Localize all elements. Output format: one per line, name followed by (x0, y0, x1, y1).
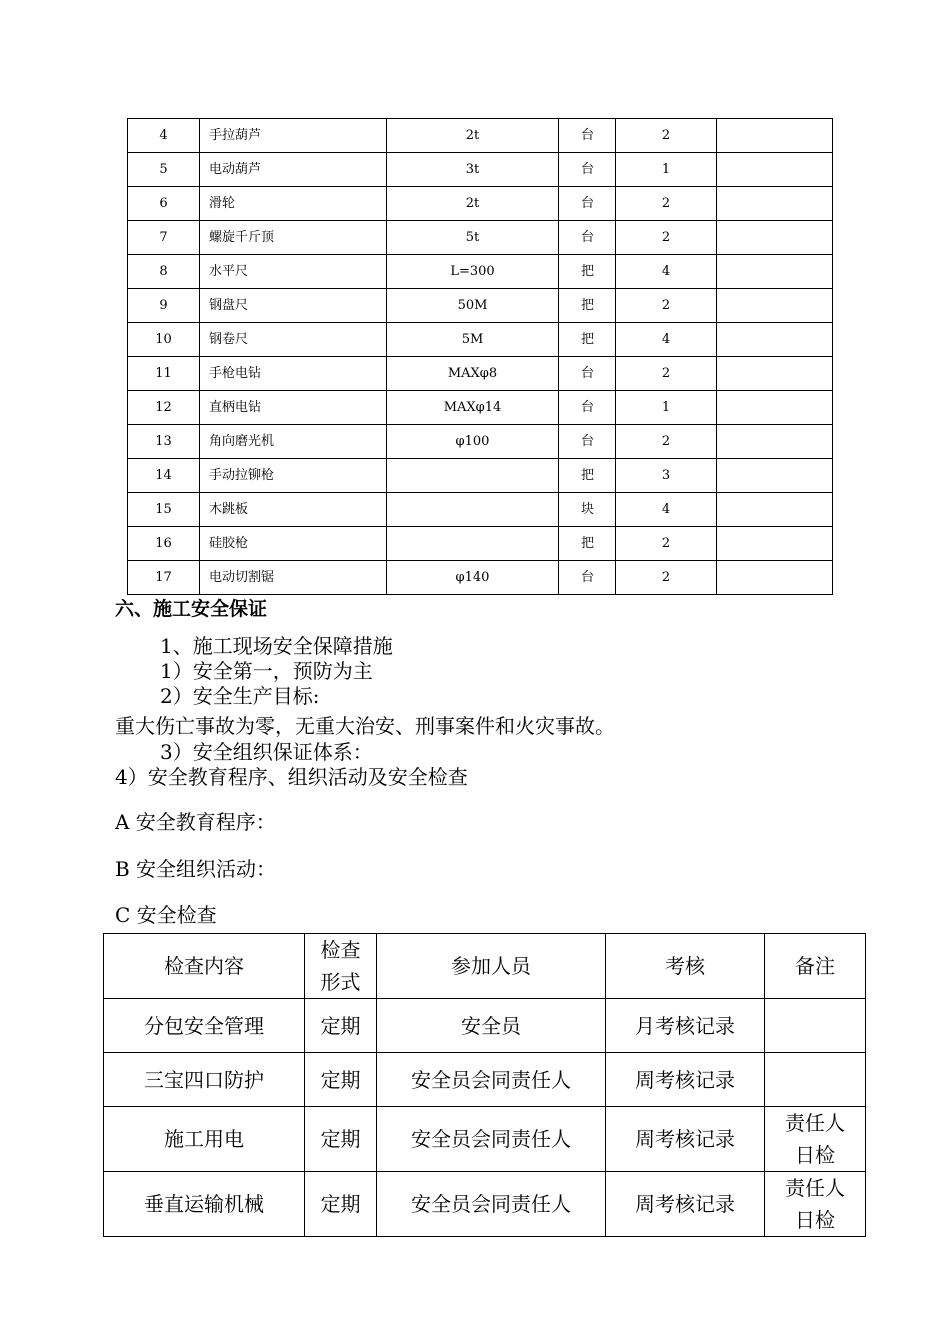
row-form: 定期 (305, 999, 377, 1053)
row-name: 电动葫芦 (200, 153, 387, 187)
row-spec: MAXφ14 (387, 391, 559, 425)
row-qty: 4 (616, 493, 717, 527)
inspection-row (104, 1172, 866, 1237)
row-spec: 5t (387, 221, 559, 255)
paragraph-goal-detail: 重大伤亡事故为零，无重大治安、刑事案件和火灾事故。 (115, 714, 615, 738)
row-unit: 台 (559, 561, 616, 595)
row-spec (387, 493, 559, 527)
paragraph-safety-goal: 2）安全生产目标: (160, 684, 320, 708)
row-note-line1: 责任人 (785, 1111, 845, 1135)
inspection-table (103, 933, 866, 1237)
equipment-row (128, 425, 833, 459)
paragraph-organization: 3）安全组织保证体系： (160, 740, 373, 764)
row-qty: 2 (616, 119, 717, 153)
row-spec: φ140 (387, 561, 559, 595)
equipment-row (128, 221, 833, 255)
row-qty: 2 (616, 425, 717, 459)
row-qty: 2 (616, 527, 717, 561)
inspection-header-row (104, 934, 866, 999)
row-note (717, 561, 833, 595)
paragraph-organization-activity: B 安全组织活动： (115, 857, 277, 881)
row-content: 分包安全管理 (104, 999, 305, 1053)
row-content: 三宝四口防护 (104, 1053, 305, 1107)
row-number: 13 (128, 425, 200, 459)
equipment-row (128, 527, 833, 561)
row-spec: 3t (387, 153, 559, 187)
row-note (765, 1107, 866, 1172)
row-name: 硅胶枪 (200, 527, 387, 561)
row-qty: 3 (616, 459, 717, 493)
row-spec: MAXφ8 (387, 357, 559, 391)
row-name: 手动拉铆枪 (200, 459, 387, 493)
row-qty: 4 (616, 323, 717, 357)
row-spec (387, 459, 559, 493)
header-note: 备注 (765, 934, 866, 999)
row-number: 9 (128, 289, 200, 323)
row-number: 14 (128, 459, 200, 493)
equipment-row (128, 391, 833, 425)
row-unit: 台 (559, 391, 616, 425)
row-qty: 2 (616, 289, 717, 323)
row-unit: 台 (559, 425, 616, 459)
row-note (717, 323, 833, 357)
row-note (765, 999, 866, 1053)
row-number: 8 (128, 255, 200, 289)
row-note (765, 1053, 866, 1107)
row-number: 16 (128, 527, 200, 561)
row-qty: 1 (616, 391, 717, 425)
equipment-row (128, 289, 833, 323)
paragraph-education-program: A 安全教育程序： (115, 810, 276, 834)
row-unit: 台 (559, 187, 616, 221)
row-spec: 5M (387, 323, 559, 357)
row-name: 钢卷尺 (200, 323, 387, 357)
row-people: 安全员会同责任人 (377, 1053, 606, 1107)
row-name: 滑轮 (200, 187, 387, 221)
row-name: 角向磨光机 (200, 425, 387, 459)
row-number: 10 (128, 323, 200, 357)
row-note (717, 119, 833, 153)
row-note-line2: 日检 (795, 1143, 835, 1167)
row-assess: 周考核记录 (606, 1172, 765, 1237)
equipment-row (128, 119, 833, 153)
row-form: 定期 (305, 1172, 377, 1237)
paragraph-measures: 1、施工现场安全保障措施 (160, 634, 393, 658)
paragraph-safety-inspection: C 安全检查 (115, 903, 217, 927)
equipment-row (128, 561, 833, 595)
header-content: 检查内容 (104, 934, 305, 999)
row-name: 电动切割锯 (200, 561, 387, 595)
row-name: 钢盘尺 (200, 289, 387, 323)
row-number: 11 (128, 357, 200, 391)
header-form (305, 934, 377, 999)
section-heading: 六、施工安全保证 (115, 598, 268, 620)
row-note (717, 255, 833, 289)
row-note (717, 527, 833, 561)
row-form: 定期 (305, 1107, 377, 1172)
header-assess: 考核 (606, 934, 765, 999)
row-number: 4 (128, 119, 200, 153)
row-spec (387, 527, 559, 561)
equipment-table (127, 118, 833, 595)
paragraph-education-inspection: 4）安全教育程序、组织活动及安全检查 (115, 765, 468, 789)
equipment-row (128, 459, 833, 493)
header-form-line2: 形式 (320, 970, 361, 994)
equipment-row (128, 357, 833, 391)
row-qty: 2 (616, 357, 717, 391)
row-qty: 2 (616, 221, 717, 255)
row-qty: 2 (616, 187, 717, 221)
row-name: 手拉葫芦 (200, 119, 387, 153)
inspection-row (104, 999, 866, 1053)
row-note (717, 459, 833, 493)
row-note (717, 425, 833, 459)
row-name: 木跳板 (200, 493, 387, 527)
row-note (717, 493, 833, 527)
row-content: 施工用电 (104, 1107, 305, 1172)
header-form-line1: 检查 (320, 938, 361, 962)
row-unit: 台 (559, 153, 616, 187)
row-note (765, 1172, 866, 1237)
row-unit: 把 (559, 289, 616, 323)
row-people: 安全员会同责任人 (377, 1172, 606, 1237)
row-number: 12 (128, 391, 200, 425)
equipment-row (128, 153, 833, 187)
row-assess: 周考核记录 (606, 1053, 765, 1107)
header-people: 参加人员 (377, 934, 606, 999)
row-name: 螺旋千斤顶 (200, 221, 387, 255)
paragraph-safety-first: 1）安全第一，预防为主 (160, 659, 373, 683)
row-unit: 把 (559, 323, 616, 357)
row-spec: φ100 (387, 425, 559, 459)
row-note (717, 391, 833, 425)
row-people: 安全员会同责任人 (377, 1107, 606, 1172)
row-unit: 台 (559, 221, 616, 255)
row-spec: 2t (387, 119, 559, 153)
row-people: 安全员 (377, 999, 606, 1053)
equipment-row (128, 323, 833, 357)
row-note-line1: 责任人 (785, 1176, 845, 1200)
row-note (717, 221, 833, 255)
row-unit: 把 (559, 459, 616, 493)
row-note (717, 153, 833, 187)
row-spec: 50M (387, 289, 559, 323)
row-form: 定期 (305, 1053, 377, 1107)
equipment-row (128, 255, 833, 289)
row-assess: 周考核记录 (606, 1107, 765, 1172)
row-name: 水平尺 (200, 255, 387, 289)
row-qty: 4 (616, 255, 717, 289)
row-note (717, 289, 833, 323)
row-unit: 块 (559, 493, 616, 527)
row-content: 垂直运输机械 (104, 1172, 305, 1237)
row-assess: 月考核记录 (606, 999, 765, 1053)
row-unit: 台 (559, 357, 616, 391)
row-unit: 把 (559, 255, 616, 289)
row-unit: 把 (559, 527, 616, 561)
row-name: 直柄电钻 (200, 391, 387, 425)
row-number: 6 (128, 187, 200, 221)
row-number: 7 (128, 221, 200, 255)
row-name: 手枪电钻 (200, 357, 387, 391)
inspection-row (104, 1107, 866, 1172)
inspection-row (104, 1053, 866, 1107)
row-qty: 2 (616, 561, 717, 595)
row-qty: 1 (616, 153, 717, 187)
row-number: 17 (128, 561, 200, 595)
equipment-row (128, 187, 833, 221)
row-spec: 2t (387, 187, 559, 221)
row-number: 5 (128, 153, 200, 187)
equipment-row (128, 493, 833, 527)
row-number: 15 (128, 493, 200, 527)
row-spec: L=300 (387, 255, 559, 289)
row-unit: 台 (559, 119, 616, 153)
row-note (717, 187, 833, 221)
row-note-line2: 日检 (795, 1208, 835, 1232)
row-note (717, 357, 833, 391)
